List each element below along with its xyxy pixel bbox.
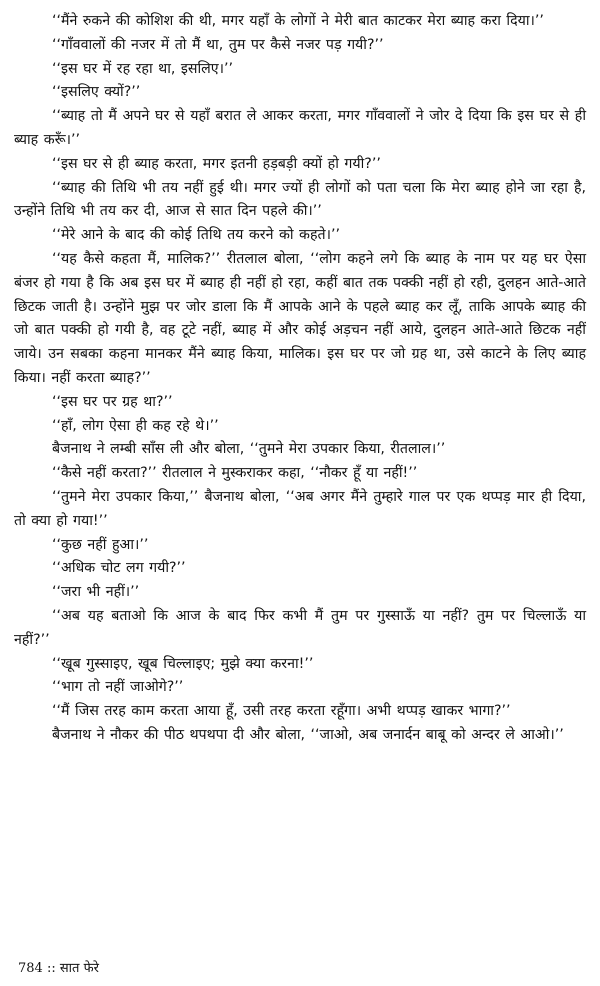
paragraph-2: ‘‘गाँववालों की नजर में तो मैं था, तुम पर कैसे नजर पड़ गयी?’’ — [52, 36, 384, 53]
page-footer — [18, 958, 99, 976]
paragraph-11: ‘‘हाँ, लोग ऐसा ही कह रहे थे।’’ — [52, 417, 219, 434]
paragraph-6: ‘‘इस घर से ही ब्याह करता, मगर इतनी हड़बड़ी क्यों हो गयी?’’ — [52, 155, 381, 172]
paragraph-12: बैजनाथ ने लम्बी साँस ली और बोला, ‘‘तुमने मेरा उपकार किया, रीतलाल।’’ — [52, 441, 446, 458]
page-number: 784 — [18, 961, 43, 976]
paragraph-13: ‘‘कैसे नहीं करता?’’ रीतलाल ने मुस्कराकर कहा, ‘‘नौकर हूँ या नहीं!’’ — [52, 465, 418, 482]
paragraph-19: ‘‘खूब गुस्साइए, खूब चिल्लाइए; मुझे क्या करना!’’ — [52, 655, 314, 672]
paragraph-8: ‘‘मेरे आने के बाद की कोई तिथि तय करने को कहते।’’ — [52, 227, 340, 244]
paragraph-18: ‘‘अब यह बताओ कि आज के बाद फिर कभी मैं तुम पर गुस्साऊँ या नहीं? तुम पर चिल्लाऊँ या नहीं?’’ — [14, 607, 586, 648]
paragraph-14: ‘‘तुमने मेरा उपकार किया,’’ बैजनाथ बोला, ‘‘अब अगर मैंने तुम्हारे गाल पर एक थप्पड़ मार ही दिया, तो क्या हो गया!’’ — [14, 488, 586, 529]
book-title: सात फेरे — [59, 961, 99, 976]
paragraph-1: ‘‘मैंने रुकने की कोशिश की थी, मगर यहाँ के लोगों ने मेरी बात काटकर मेरा ब्याह करा दिया।’’ — [52, 13, 544, 29]
page-body — [14, 10, 586, 748]
paragraph-5: ‘‘ब्याह तो मैं अपने घर से यहाँ बरात ले आकर करता, मगर गाँववालों ने जोर दे दिया कि इस घर से ही ब्याह करूँ।’’ — [14, 108, 586, 148]
paragraph-4: ‘‘इसलिए क्यों?’’ — [52, 84, 141, 101]
paragraph-9: ‘‘यह कैसे कहता मैं, मालिक?’’ रीतलाल बोला, ‘‘लोग कहने लगे कि ब्याह के नाम पर यह घर ऐसा बंजर हो गया है कि अब इस घर में ब्याह ही नहीं हो रहा, कहीं बात तक पक्की नहीं हो रही, दुलहन आते-आते छिटक जाती है। उन्होंने मुझ पर जोर डाला कि मैं आपके आने के पहले ब्याह कर लूँ, ताकि आपके ब्याह की जो बात पक्की हो गयी है, वह टूटे नहीं, ब्याह में और कोई अड़चन नहीं आये, दुलहन आते-आते छिटक नहीं जाये। उन सबका कहना मानकर मैंने ब्याह किया, मालिक। इस घर पर जो ग्रह था, उसे काटने के लिए ब्याह किया। नहीं करता ब्याह?’’ — [14, 250, 586, 386]
paragraph-16: ‘‘अधिक चोट लग गयी?’’ — [52, 560, 186, 577]
footer-separator: :: — [46, 961, 56, 976]
paragraph-3: ‘‘इस घर में रह रहा था, इसलिए।’’ — [52, 60, 233, 77]
paragraph-21: ‘‘मैं जिस तरह काम करता आया हूँ, उसी तरह करता रहूँगा। अभी थप्पड़ खाकर भागा?’’ — [52, 703, 511, 720]
paragraph-7: ‘‘ब्याह की तिथि भी तय नहीं हुई थी। मगर ज्यों ही लोगों को पता चला कि मेरा ब्याह होने जा रहा है, उन्होंने तिथि भी तय कर दी, आज से सात दिन पहले की।’’ — [14, 179, 586, 220]
paragraph-17: ‘‘जरा भी नहीं।’’ — [52, 584, 140, 601]
paragraph-15: ‘‘कुछ नहीं हुआ।’’ — [52, 536, 149, 553]
paragraph-10: ‘‘इस घर पर ग्रह था?’’ — [52, 393, 173, 410]
paragraph-22: बैजनाथ ने नौकर की पीठ थपथपा दी और बोला, ‘‘जाओ, अब जनार्दन बाबू को अन्दर ले आओ।’’ — [52, 726, 564, 743]
paragraph-20: ‘‘भाग तो नहीं जाओगे?’’ — [52, 679, 184, 696]
